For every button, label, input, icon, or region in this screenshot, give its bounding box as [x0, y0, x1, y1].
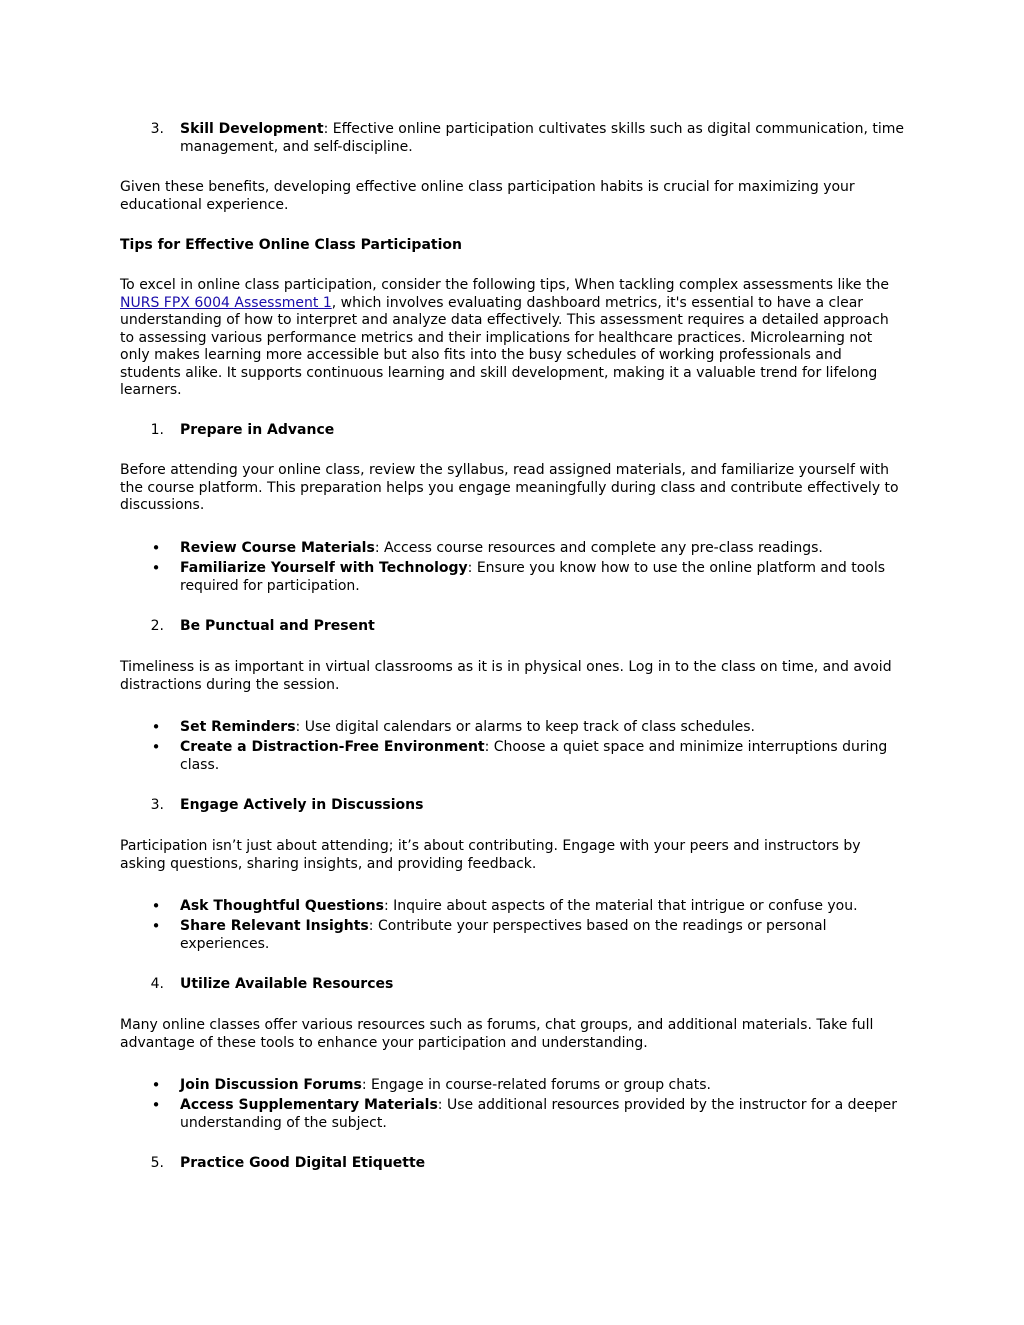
bullet-icon: • [151, 917, 161, 935]
tip-number: 1. [150, 422, 164, 438]
bullet-text: : Ensure you know how to use the online platform and tools required for participation. [180, 560, 886, 594]
intro-text-before: To excel in online class participation, consider the following tips, When tackling complex assessments like the [120, 277, 889, 293]
item-text: : Effective online participation cultivates skills such as digital communication, time management, and self-discipline. [180, 121, 904, 155]
bullet-title: Create a Distraction-Free Environment [180, 739, 485, 755]
tip-heading-resources [180, 976, 904, 994]
assessment-link[interactable]: NURS FPX 6004 Assessment 1 [120, 294, 332, 311]
bullet-item [180, 560, 904, 595]
bullet-title: Ask Thoughtful Questions [180, 898, 384, 914]
bullet-text: : Use additional resources provided by the instructor for a deeper understanding of the subject. [180, 1097, 898, 1131]
bullet-item [180, 739, 904, 774]
bullet-icon: • [151, 897, 161, 915]
bullet-text: : Inquire about aspects of the material that intrigue or confuse you. [383, 898, 858, 914]
bullet-title: Familiarize Yourself with Technology [180, 560, 468, 576]
tip-number: 2. [150, 618, 164, 634]
tip-paragraph: Many online classes offer various resources such as forums, chat groups, and additional materials. Take full advantage of these tools to enhance your participation and understanding. [120, 1017, 874, 1051]
bullet-text: : Access course resources and complete any pre-class readings. [374, 540, 823, 556]
bullet-text: : Use digital calendars or alarms to keep track of class schedules. [295, 719, 755, 735]
tip-title: Be Punctual and Present [180, 618, 375, 634]
bullet-text: : Engage in course-related forums or group chats. [361, 1077, 711, 1093]
tip-title: Utilize Available Resources [180, 976, 394, 992]
tip-number: 5. [150, 1155, 164, 1171]
tip-heading-etiquette [180, 1155, 904, 1173]
bullet-title: Access Supplementary Materials [180, 1097, 438, 1113]
bullet-title: Join Discussion Forums [180, 1077, 362, 1093]
list-number: 3. [150, 121, 164, 137]
tip-number: 4. [150, 976, 164, 992]
section-heading [120, 237, 904, 255]
bullet-item [180, 898, 904, 916]
bullet-text: : Contribute your perspectives based on the readings or personal experiences. [180, 918, 827, 952]
tip-paragraph: Participation isn’t just about attending; it’s about contributing. Engage with your peers and instructors by asking questions, sharing insights, and providing feedback. [120, 838, 861, 872]
bullet-icon: • [151, 559, 161, 577]
tip-heading-prepare [180, 422, 904, 440]
tip-title: Engage Actively in Discussions [180, 797, 424, 813]
list-item-skill-development [180, 121, 904, 156]
tip-paragraph: Timeliness is as important in virtual classrooms as it is in physical ones. Log in to the class on time, and avoid distractions during the session. [120, 659, 892, 693]
tip-paragraph: Before attending your online class, review the syllabus, read assigned materials, and familiarize yourself with the course platform. This preparation helps you engage meaningfully during class and contribute effectively to discussions. [120, 462, 899, 513]
bullet-text: : Choose a quiet space and minimize interruptions during class. [180, 739, 888, 773]
bullet-icon: • [151, 539, 161, 557]
tip-title: Prepare in Advance [180, 422, 335, 438]
intro-text-after: , which involves evaluating dashboard metrics, it's essential to have a clear understanding of how to interpret and analyze data effectively. This assessment requires a detailed approach to assessing various performance metrics and their implications for healthcare practices. Microlearning not only makes learning more accessible but also fits into the busy schedules of working professionals and students alike. It supports continuous learning and skill development, making it a valuable trend for lifelong learners. [120, 294, 889, 398]
bullet-icon: • [151, 1076, 161, 1094]
bullet-item [180, 1097, 904, 1132]
bullet-icon: • [151, 738, 161, 756]
tip-title: Practice Good Digital Etiquette [180, 1155, 426, 1171]
benefits-paragraph: Given these benefits, developing effective online class participation habits is crucial for maximizing your educational experience. [120, 179, 855, 213]
tip-heading-engage [180, 797, 904, 815]
bullet-item [180, 1077, 904, 1095]
tips-intro-paragraph [120, 277, 904, 400]
bullet-item [180, 918, 904, 953]
item-title: Skill Development [180, 121, 324, 137]
bullet-title: Set Reminders [180, 719, 296, 735]
bullet-title: Share Relevant Insights [180, 918, 369, 934]
bullet-icon: • [151, 718, 161, 736]
section-heading-text: Tips for Effective Online Class Participation [120, 237, 462, 253]
bullet-icon: • [151, 1096, 161, 1114]
bullet-item [180, 540, 904, 558]
tip-heading-punctual [180, 618, 904, 636]
bullet-title: Review Course Materials [180, 540, 375, 556]
bullet-item [180, 719, 904, 737]
tip-number: 3. [150, 797, 164, 813]
